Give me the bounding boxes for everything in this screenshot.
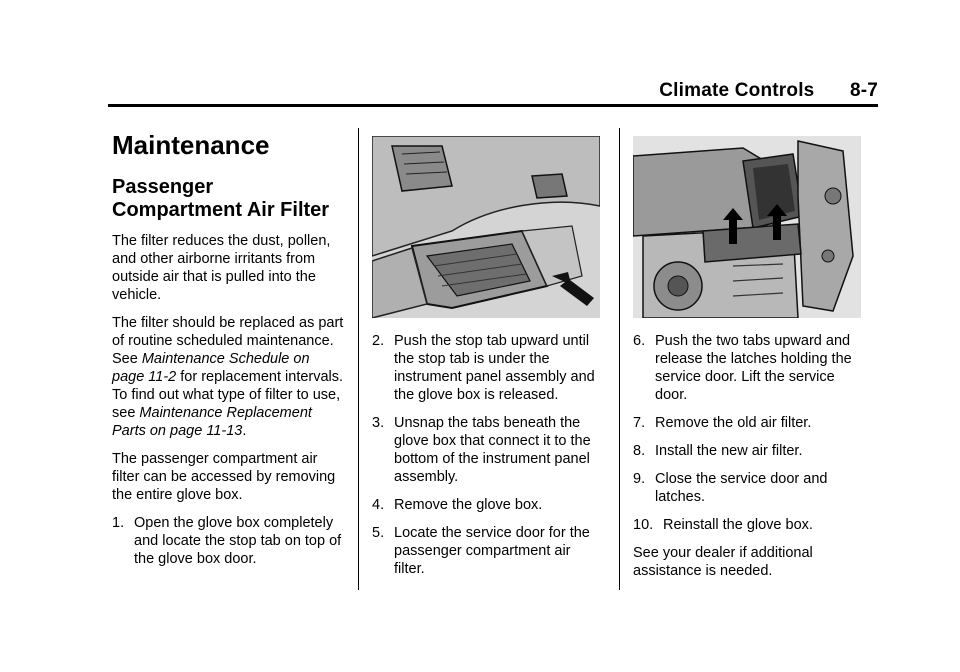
step-item [633, 414, 865, 432]
step-text: Push the two tabs upward and release the latches holding the service door. Lift the service door. [655, 333, 852, 403]
column-2 [372, 124, 604, 588]
step-number: 9. [633, 471, 646, 487]
column-divider [358, 128, 359, 590]
step-item [372, 414, 604, 486]
filter-door-illustration [633, 136, 861, 318]
section-title: Climate Controls [659, 80, 815, 101]
text-run: . [242, 423, 247, 439]
step-number: 1. [112, 515, 125, 531]
page-number: 8-7 [849, 80, 878, 101]
running-header [659, 80, 878, 102]
closing-note: See your dealer if additional assistance is needed. [633, 545, 813, 579]
column-1 [112, 124, 344, 578]
step-text: Remove the glove box. [394, 497, 543, 513]
step-text: Close the service door and latches. [655, 471, 828, 505]
section-heading: Maintenance [112, 130, 270, 160]
step-number: 4. [372, 497, 385, 513]
step-text: Reinstall the glove box. [663, 517, 813, 533]
schedule-paragraph [112, 314, 344, 440]
column-3 [633, 124, 865, 590]
cross-reference-link[interactable]: Maintenance Replacement Parts on page 11-13 [112, 405, 312, 439]
glove-box-illustration [372, 136, 600, 318]
step-item [372, 524, 604, 578]
hvac-module-drawing [633, 136, 861, 318]
step-list [112, 514, 344, 568]
step-item [372, 496, 604, 514]
step-number: 2. [372, 333, 385, 349]
step-item [112, 514, 344, 568]
subsection-heading: Passenger Compartment Air Filter [112, 176, 330, 221]
glove-box-drawing [372, 136, 600, 318]
step-text: Remove the old air filter. [655, 415, 812, 431]
cross-reference-link[interactable]: Maintenance Schedule on page 11-2 [112, 351, 310, 385]
step-item [633, 332, 865, 404]
step-number: 6. [633, 333, 646, 349]
step-text: Unsnap the tabs beneath the glove box that connect it to the bottom of the instrument panel assembly. [394, 415, 591, 485]
step-item [633, 516, 865, 534]
step-number: 7. [633, 415, 646, 431]
step-item [633, 470, 865, 506]
step-number: 8. [633, 443, 646, 459]
text-run: for replacement intervals. To find out what type of filter to use, see [112, 369, 344, 421]
access-paragraph: The passenger compartment air filter can be accessed by removing the entire glove box. [112, 451, 336, 503]
step-number: 5. [372, 525, 385, 541]
step-text: Open the glove box completely and locate the stop tab on top of the glove box door. [134, 515, 342, 567]
step-item [633, 442, 865, 460]
intro-paragraph: The filter reduces the dust, pollen, and other airborne irritants from outside air that is pulled into the vehicle. [112, 233, 331, 303]
text-run: The filter should be replaced as part of routine scheduled maintenance. See [112, 315, 344, 367]
header-rule [108, 104, 878, 107]
step-list [633, 332, 865, 534]
step-text: Locate the service door for the passenger compartment air filter. [394, 525, 590, 577]
step-list [372, 332, 604, 578]
column-divider [619, 128, 620, 590]
step-text: Install the new air filter. [655, 443, 803, 459]
step-number: 3. [372, 415, 385, 431]
step-item [372, 332, 604, 404]
step-number: 10. [633, 517, 654, 533]
step-text: Push the stop tab upward until the stop tab is under the instrument panel assembly and the glove box is released. [394, 333, 595, 403]
